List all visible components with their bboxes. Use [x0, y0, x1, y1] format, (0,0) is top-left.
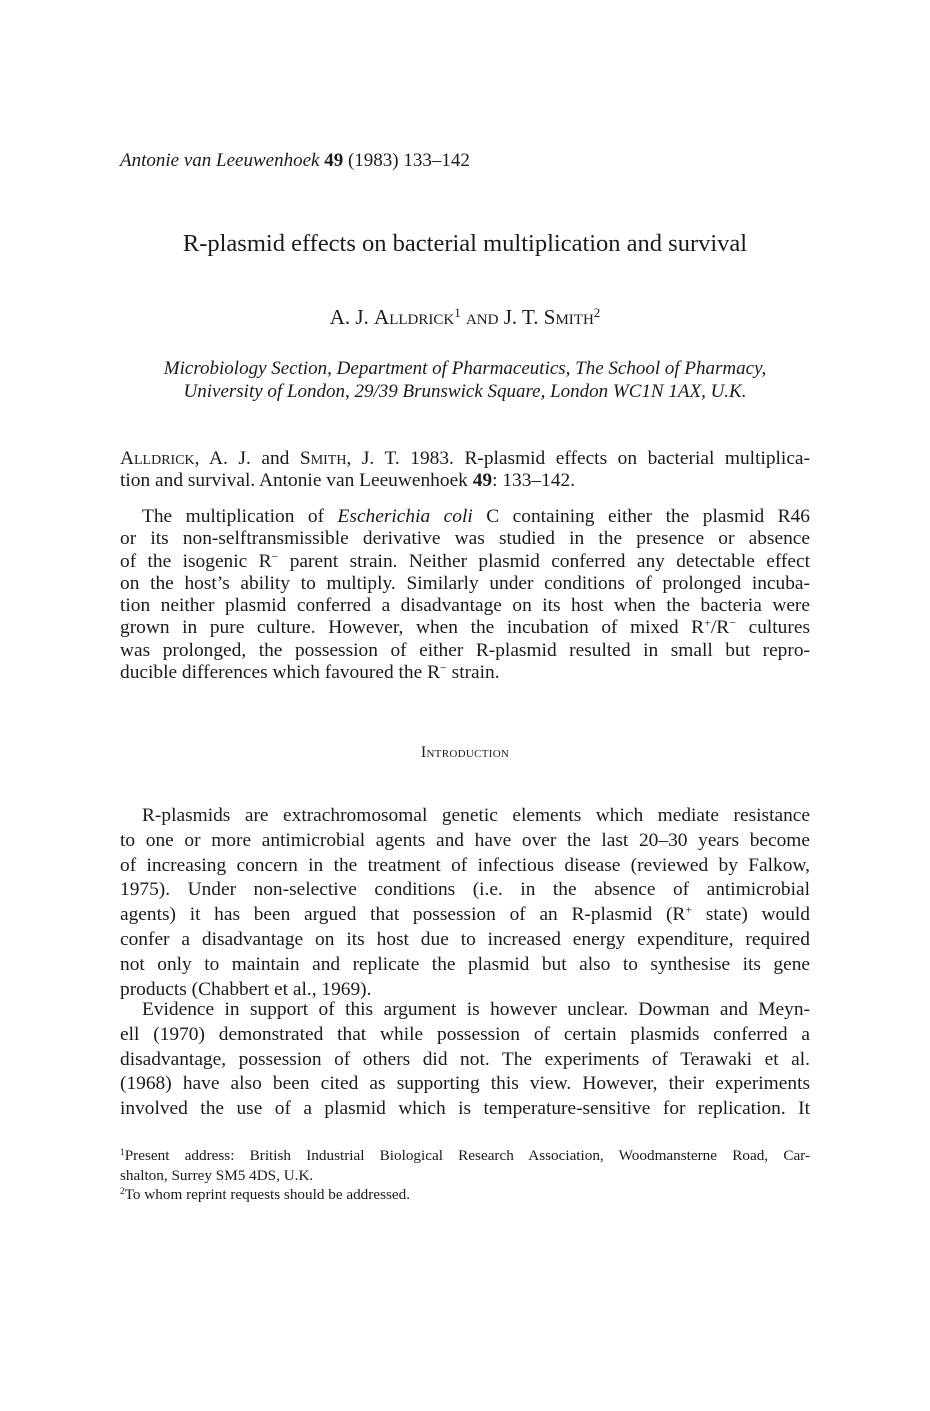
journal-name: Antonie van Leeuwenhoek	[120, 150, 320, 171]
body-line	[120, 903, 810, 928]
footnote-text: To whom reprint requests should be addressed.	[124, 1186, 411, 1203]
footnote-1	[120, 1146, 810, 1166]
footnote-mark: 2	[120, 1186, 125, 1197]
author-conjunction: and	[460, 305, 504, 329]
citation-line	[120, 470, 810, 492]
abstract-line	[120, 617, 810, 639]
abstract-text: grown in pure culture. However, when the incubation of mixed R	[120, 617, 705, 639]
body-line: to one or more antimicrobial agents and have over the last 20–30 years become	[120, 829, 810, 851]
abstract-line	[120, 506, 810, 528]
abstract-text: cultures	[736, 617, 810, 639]
citation-line	[120, 448, 810, 470]
body-line: confer a disadvantage on its host due to increased energy expenditure, required	[120, 928, 810, 950]
abstract-text: strain.	[446, 662, 500, 684]
affiliation-line: University of London, 29/39 Brunswick Square, London WC1N 1AX, U.K.	[183, 381, 747, 402]
introduction-paragraph-2	[120, 998, 810, 1122]
body-line: disadvantage, possession of others did not. The experiments of Terawaki et al.	[120, 1048, 810, 1070]
body-line: (1968) have also been cited as supporting this view. However, their experiments	[120, 1073, 810, 1095]
footnote-mark: 1	[120, 1147, 125, 1158]
citation-text: , A. J. and	[194, 448, 300, 469]
author-2-name: Smith	[543, 305, 594, 329]
body-line: Evidence in support of this argument is however unclear. Dowman and Meyn-	[142, 999, 810, 1020]
paper-title: R-plasmid effects on bacterial multiplication and survival	[182, 230, 748, 257]
author-2-footnote-mark: 2	[593, 304, 601, 320]
abstract-text: C containing either the plasmid R46	[472, 506, 810, 527]
footnote-2	[120, 1185, 810, 1205]
body-line: products (Chabbert et al., 1969).	[120, 978, 372, 1000]
superscript: −	[440, 660, 447, 675]
abstract-text: /R	[710, 617, 730, 639]
footnote-1-cont: shalton, Surrey SM5 4DS, U.K.	[120, 1166, 314, 1184]
footnotes	[120, 1146, 810, 1205]
abstract-text: The multiplication of	[142, 506, 338, 527]
abstract-text: ducible differences which favoured the R	[120, 662, 441, 684]
author-1-name: Alldrick	[374, 305, 455, 329]
superscript: +	[704, 615, 711, 630]
body-line: involved the use of a plasmid which is temperature-sensitive for replication. It	[120, 1098, 810, 1120]
journal-volume: 49	[324, 150, 344, 171]
organism-name: Escherichia coli	[337, 506, 473, 527]
superscript: +	[685, 902, 693, 917]
section-heading-introduction: Introduction	[420, 744, 510, 761]
author-1-footnote-mark: 1	[454, 304, 461, 320]
abstract-line: or its non-selftransmissible derivative was studied in the presence or absence	[120, 528, 810, 550]
abstract	[120, 506, 810, 684]
abstract-line: tion neither plasmid conferred a disadvantage on its host when the bacteria were	[120, 595, 810, 617]
body-line: of increasing concern in the treatment of infectious disease (reviewed by Falkow,	[120, 854, 810, 876]
abstract-text: parent strain. Neither plasmid conferred any detectable effect	[278, 550, 810, 572]
citation-pages: : 133–142.	[492, 470, 576, 492]
body-text: agents) it has been argued that possession of an R-plasmid (R	[120, 904, 686, 926]
body-text: state) would	[692, 904, 810, 926]
author-1-initials: A. J.	[329, 305, 375, 329]
citation-text: , J. T. 1983. R-plasmid effects on bacterial multiplica-	[346, 448, 810, 469]
abstract-line	[120, 662, 810, 684]
bibliographic-citation	[120, 448, 810, 493]
abstract-text: of the isogenic R	[120, 550, 272, 572]
journal-year-pages: (1983) 133–142	[347, 150, 470, 171]
citation-author-1: Alldrick	[120, 448, 195, 469]
author-line	[0, 305, 930, 330]
body-line: 1975). Under non-selective conditions (i.e. in the absence of antimicrobial	[120, 879, 810, 901]
introduction-paragraph-1	[120, 804, 810, 1002]
body-line: ell (1970) demonstrated that while possession of certain plasmids conferred a	[120, 1023, 810, 1045]
affiliation	[120, 357, 810, 403]
citation-author-2: Smith	[299, 448, 347, 469]
superscript: −	[729, 615, 736, 630]
citation-volume: 49	[472, 470, 493, 492]
body-line: not only to maintain and replicate the plasmid but also to synthesise its gene	[120, 953, 810, 975]
abstract-line: on the host’s ability to multiply. Similarly under conditions of prolonged incuba-	[120, 572, 810, 594]
author-2-initials: J. T.	[503, 305, 544, 329]
abstract-line	[120, 548, 810, 573]
journal-citation	[120, 150, 470, 172]
citation-text: tion and survival. Antonie van Leeuwenhoek	[120, 470, 473, 492]
affiliation-line: Microbiology Section, Department of Pharmaceutics, The School of Pharmacy,	[163, 358, 767, 379]
body-line: R-plasmids are extrachromosomal genetic elements which mediate resistance	[142, 805, 810, 826]
footnote-text: Present address: British Industrial Biological Research Association, Woodmansterne Road, Car-	[124, 1147, 810, 1164]
superscript: −	[271, 548, 279, 563]
abstract-line: was prolonged, the possession of either R-plasmid resulted in small but repro-	[120, 639, 810, 661]
